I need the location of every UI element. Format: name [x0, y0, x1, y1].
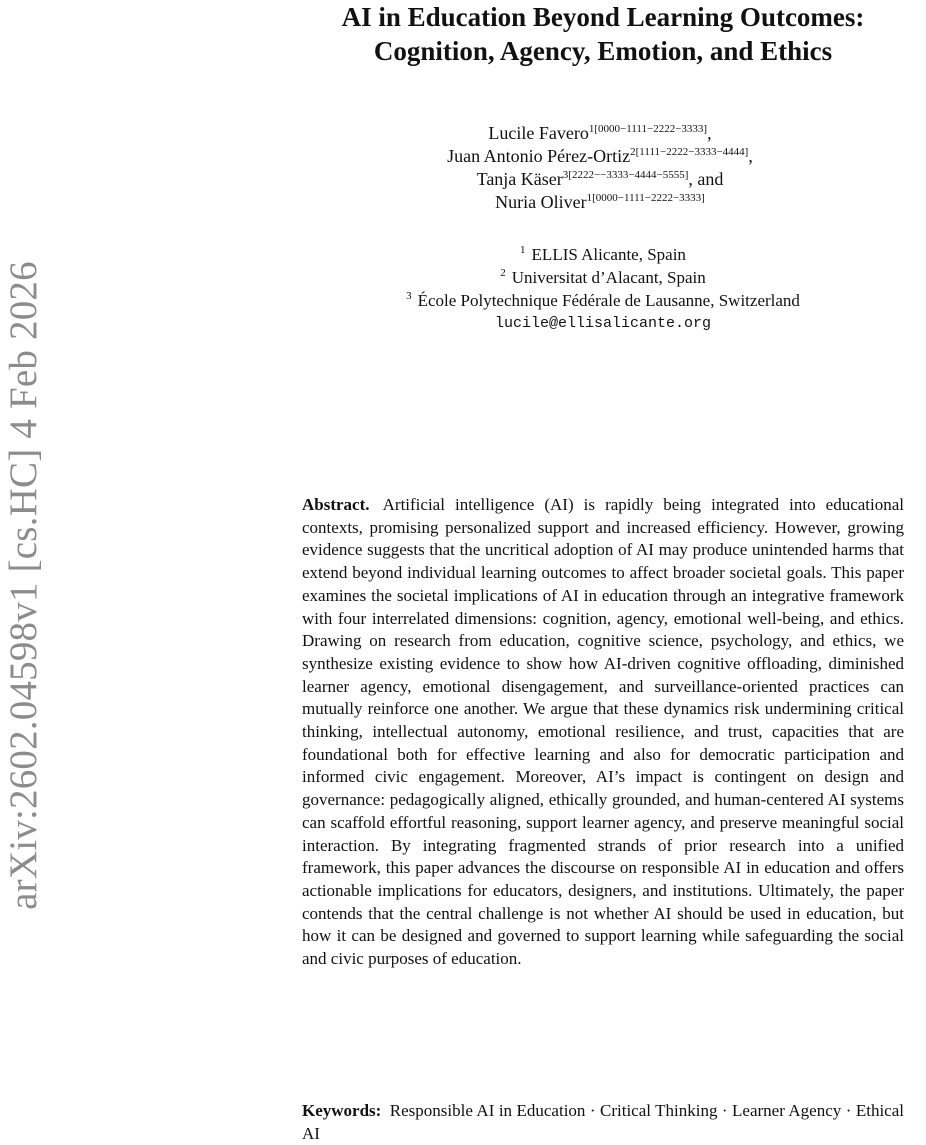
abstract	[302, 494, 904, 971]
author	[300, 168, 900, 191]
abstract-text: Artificial intelligence (AI) is rapidly being integrated into educational contexts, promising personalized support and increased efficiency. However, growing evidence suggests that the uncritical adoption of AI may produce unintended harms that extend beyond individual learning outcomes to affect broader societal goals. This paper examines the societal implications of AI in education through an integrative framework with four interrelated dimensions: cognition, agency, emotional well-being, and ethics. Drawing on research from education, cognitive science, psychology, and ethics, we synthesize existing evidence to show how AI-driven cognitive offloading, diminished learner agency, emotional disengagement, and surveillance-oriented practices can mutually reinforce one another. We argue that these dynamics risk undermining critical thinking, intellectual autonomy, emotional resilience, and trust, capacities that are foundational both for effective learning and also for democratic participation and informed civic engagement. Moreover, AI’s impact is contingent on design and governance: pedagogically aligned, ethically grounded, and human-centered AI systems can scaffold effortful reasoning, support learner agency, and preserve meaningful social interaction. By integrating fragmented strands of prior research into a unified framework, this paper advances the discourse on responsible AI in education and offers actionable implications for educators, designers, and institutions. Ultimately, the paper contends that the central challenge is not whether AI should be used in education, but how it can be designed and governed to support learning while safeguarding the social and civic purposes of education.	[302, 495, 905, 969]
affiliation-number: 1	[520, 244, 526, 256]
author-separator: ,	[748, 146, 753, 166]
contact-email[interactable]: lucile@ellisalicante.org	[494, 315, 712, 332]
keywords	[302, 1099, 904, 1145]
author	[300, 191, 900, 214]
author-separator: ,	[707, 123, 712, 143]
affiliation-list	[300, 243, 906, 335]
paper-title	[240, 0, 926, 68]
author-list	[300, 122, 900, 214]
author-separator: , and	[688, 169, 724, 189]
arxiv-stamp	[0, 230, 46, 940]
affiliation-text: École Polytechnique Fédérale de Lausanne, Switzerland	[417, 291, 800, 310]
author-orcid: 1[0000−1111−2222−3333]	[588, 123, 708, 135]
author-name: Nuria Oliver	[495, 192, 587, 212]
author-name: Lucile Favero	[488, 123, 589, 143]
affiliation-number: 2	[500, 267, 506, 279]
arxiv-stamp-text: arXiv:2602.04598v1 [cs.HC] 4 Feb 2026	[1, 260, 45, 910]
keywords-text: Responsible AI in Education · Critical Thinking · Learner Agency · Ethical AI	[302, 1101, 904, 1143]
author-orcid: 1[0000−1111−2222−3333]	[586, 192, 705, 204]
author	[300, 145, 900, 168]
abstract-label: Abstract.	[302, 495, 370, 514]
paper-title-line-1: AI in Education Beyond Learning Outcomes:	[341, 2, 865, 32]
affiliation	[300, 266, 906, 289]
affiliation-text: ELLIS Alicante, Spain	[531, 245, 686, 264]
author-name: Tanja Käser	[476, 169, 563, 189]
affiliation	[300, 289, 906, 312]
affiliation-text: Universitat d’Alacant, Spain	[511, 268, 706, 287]
author-orcid: 3[2222−−3333−4444−5555]	[562, 169, 689, 181]
keywords-label: Keywords:	[302, 1101, 382, 1120]
affiliation	[300, 243, 906, 266]
author	[300, 122, 900, 145]
affiliation-number: 3	[406, 290, 412, 302]
author-name: Juan Antonio Pérez-Ortiz	[447, 146, 631, 166]
author-orcid: 2[1111−2222−3333−4444]	[630, 146, 749, 158]
paper-title-line-2: Cognition, Agency, Emotion, and Ethics	[373, 36, 833, 66]
